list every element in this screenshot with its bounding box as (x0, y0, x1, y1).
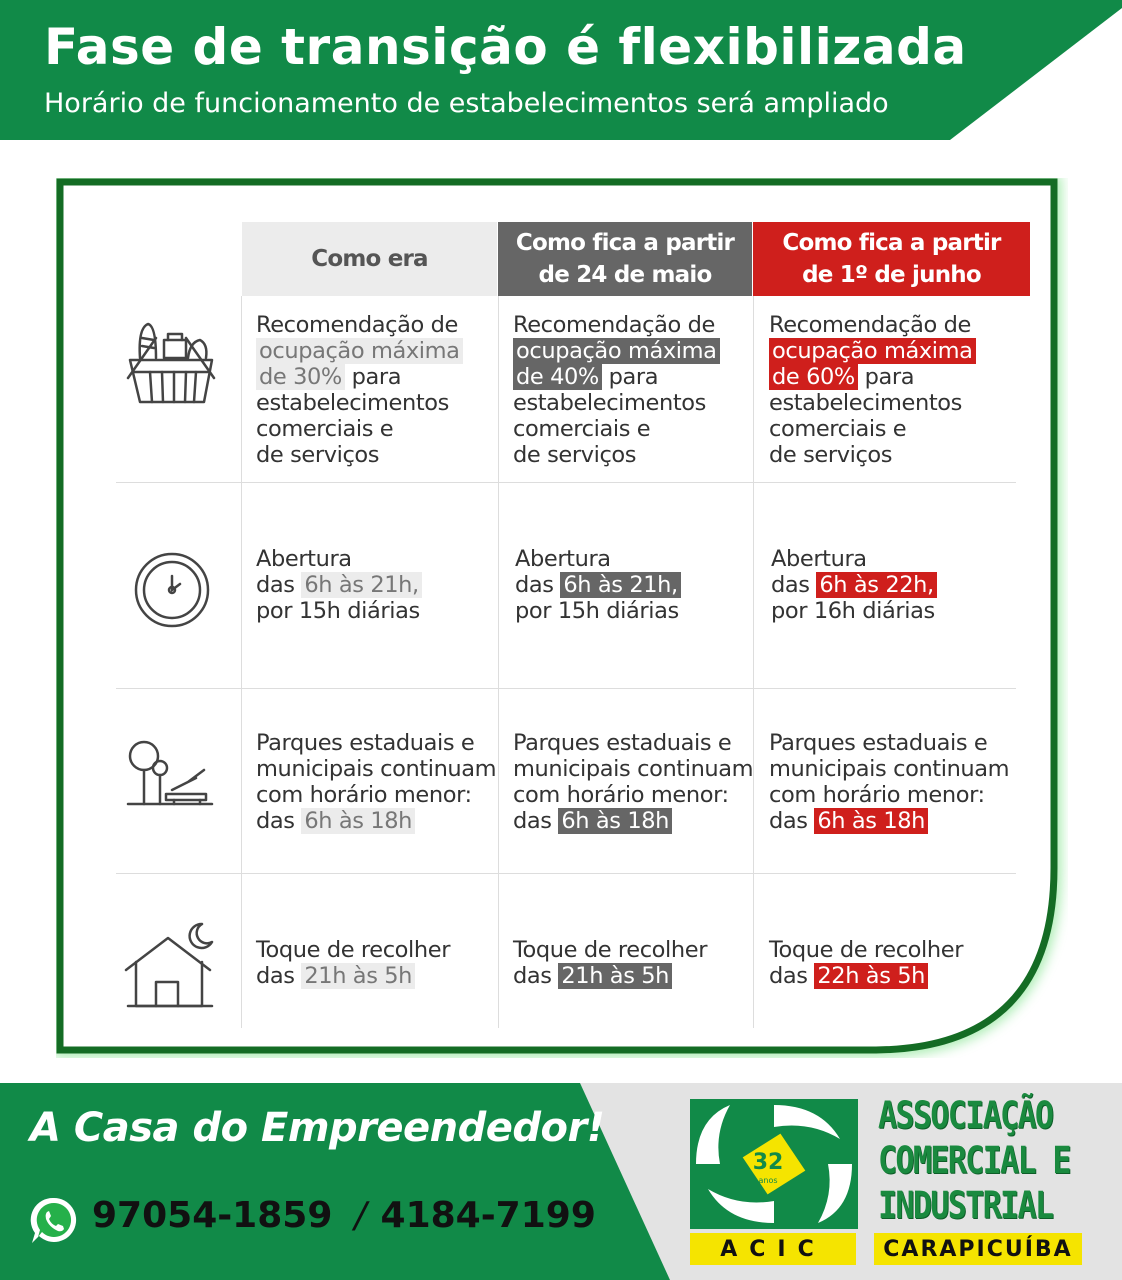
cell-occupancy-may: Recomendação de ocupação máxima de 40% para estabelecimentos comerciais e de serviços (513, 312, 720, 468)
column-divider (498, 296, 499, 1028)
cell-parks-before: Parques estaduais e municipais continuam com horário menor: das 6h às 18h (256, 730, 497, 834)
whatsapp-icon (28, 1195, 80, 1247)
column-divider (753, 296, 754, 1028)
acic-logo-icon (690, 1099, 858, 1229)
cell-occupancy-june: Recomendação de ocupação máxima de 60% para estabelecimentos comerciais e de serviços (769, 312, 976, 468)
phone-whatsapp[interactable]: 97054-1859 (92, 1195, 333, 1236)
cell-parks-may: Parques estaduais e municipais continuam com horário menor: das 6h às 18h (513, 730, 754, 834)
cell-hours-june: Abertura das 6h às 22h, por 16h diárias (771, 546, 935, 624)
cell-curfew-june: Toque de recolher das 22h às 5h (769, 937, 964, 989)
cell-curfew-before: Toque de recolher das 21h às 5h (256, 937, 451, 989)
cell-hours-may: Abertura das 6h às 21h, por 15h diárias (515, 546, 679, 624)
logo-years-label: anos (758, 1176, 778, 1185)
row-divider (116, 482, 1016, 483)
clock-icon (132, 550, 212, 630)
cell-curfew-may: Toque de recolher das 21h às 5h (513, 937, 708, 989)
slogan: A Casa do Empreendedor! (30, 1105, 605, 1151)
cell-hours-before: Abertura das 6h às 21h, por 15h diárias (256, 546, 420, 624)
cell-parks-june: Parques estaduais e municipais continuam com horário menor: das 6h às 18h (769, 730, 1010, 834)
park-icon (126, 738, 216, 808)
acronym-badge: ACIC (690, 1233, 856, 1265)
column-header-may-24: Como fica a partir de 24 de maio (498, 222, 752, 296)
logo-years: 32 (752, 1150, 784, 1175)
column-header-before: Como era (242, 222, 497, 296)
house-moon-icon (124, 920, 216, 1010)
row-divider (116, 688, 1016, 689)
contact-phones (92, 1195, 596, 1236)
phone-landline[interactable]: 4184-7199 (380, 1195, 596, 1236)
cell-occupancy-before: Recomendação de ocupação máxima de 30% para estabelecimentos comerciais e de serviços (256, 312, 463, 468)
footer-banner (0, 1083, 1122, 1280)
organization-city: CARAPICUÍBA (874, 1233, 1082, 1265)
page-subtitle: Horário de funcionamento de estabelecimentos será ampliado (44, 88, 889, 119)
organization-name: ASSOCIAÇÃO COMERCIAL E INDUSTRIAL (878, 1094, 1070, 1227)
column-divider (241, 296, 242, 1028)
row-divider (116, 873, 1016, 874)
page-title: Fase de transição é flexibilizada (44, 18, 967, 76)
phone-separator: / (354, 1195, 367, 1236)
shopping-basket-icon (126, 318, 216, 408)
column-header-june-1: Como fica a partir de 1º de junho (753, 222, 1030, 296)
